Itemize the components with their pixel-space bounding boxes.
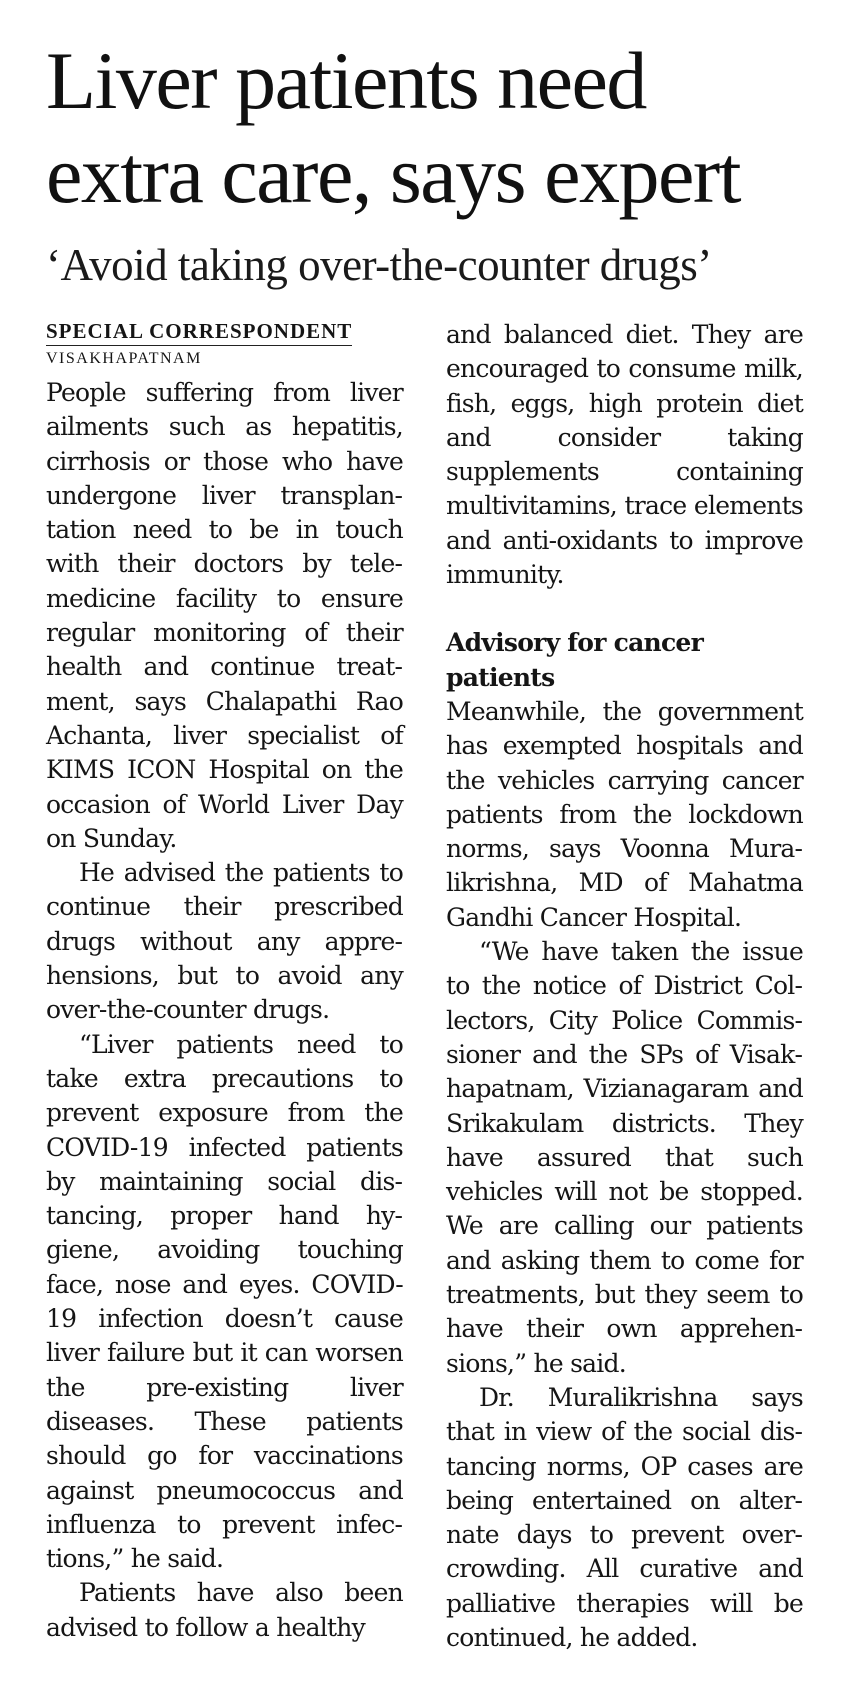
dateline: VISAKHAPATNAM xyxy=(46,350,202,367)
headline-line-1: Liver patients need xyxy=(46,35,646,126)
article-paragraph: Meanwhile, the government has exempted hospitals and the vehicles carrying cancer patients from the lockdown norms, says Voonna Muralikrishna, MD of Mahatma Gandhi Cancer Hospital. xyxy=(446,696,803,932)
article-paragraph: “We have taken the issue to the notice of District Collectors, City Police Commissioner and the SPs of Visakhapatnam, Vizianagaram and Srikakulam districts. They have assured that such vehicles will not be stopped. We are calling our patients and asking them to come for treatments, but they seem to have their own apprehensions,” he said. xyxy=(446,937,803,1378)
article-paragraph: Dr. Muralikrishna says that in view of the social distancing norms, OP cases are being entertained on alternate days to prevent overcrowding. All curative and palliative therapies will be continued, he added. xyxy=(446,1382,803,1652)
article-column-left xyxy=(46,318,403,1645)
section-subhead: Advisory for cancer patients xyxy=(446,628,704,692)
article-paragraph: People suffering from liver ailments such as hepatitis, cirrhosis or those who have undergone liver transplantation need to be in touch with their doctors by telemedicine facility to ensure regular monitoring of their health and continue treatment, says Chalapathi Rao Achanta, liver specialist of KIMS ICON Hospital on the occasion of World Liver Day on Sunday. xyxy=(46,378,403,853)
deck-subheadline: ‘Avoid taking over-the-counter drugs’ xyxy=(46,240,712,290)
article-paragraph: “Liver patients need to take extra precautions to prevent exposure from the COVID-19 infected patients by maintaining social distancing, proper hand hygiene, avoiding touching face, nose and eyes. COVID-19 infection doesn’t cause liver failure but it can worsen the pre-existing liver diseases. These patients should go for vaccinations against pneumococcus and influenza to prevent infections,” he said. xyxy=(46,1029,403,1574)
article-paragraph: Patients have also been advised to follow a healthy xyxy=(46,1578,403,1642)
byline: SPECIAL CORRESPONDENT xyxy=(46,318,352,346)
headline xyxy=(46,34,826,222)
article-column-right xyxy=(446,318,803,1655)
article-paragraph-continued: and balanced diet. They are encouraged to consume milk, fish, eggs, high protein diet and consider taking supplements containing multivitamins, trace elements and anti-oxidants to improve immunity. xyxy=(446,320,803,590)
article-paragraph: He advised the patients to continue their prescribed drugs without any apprehensions, but to avoid any over-the-counter drugs. xyxy=(46,858,403,1025)
headline-line-2: extra care, says expert xyxy=(46,129,740,220)
